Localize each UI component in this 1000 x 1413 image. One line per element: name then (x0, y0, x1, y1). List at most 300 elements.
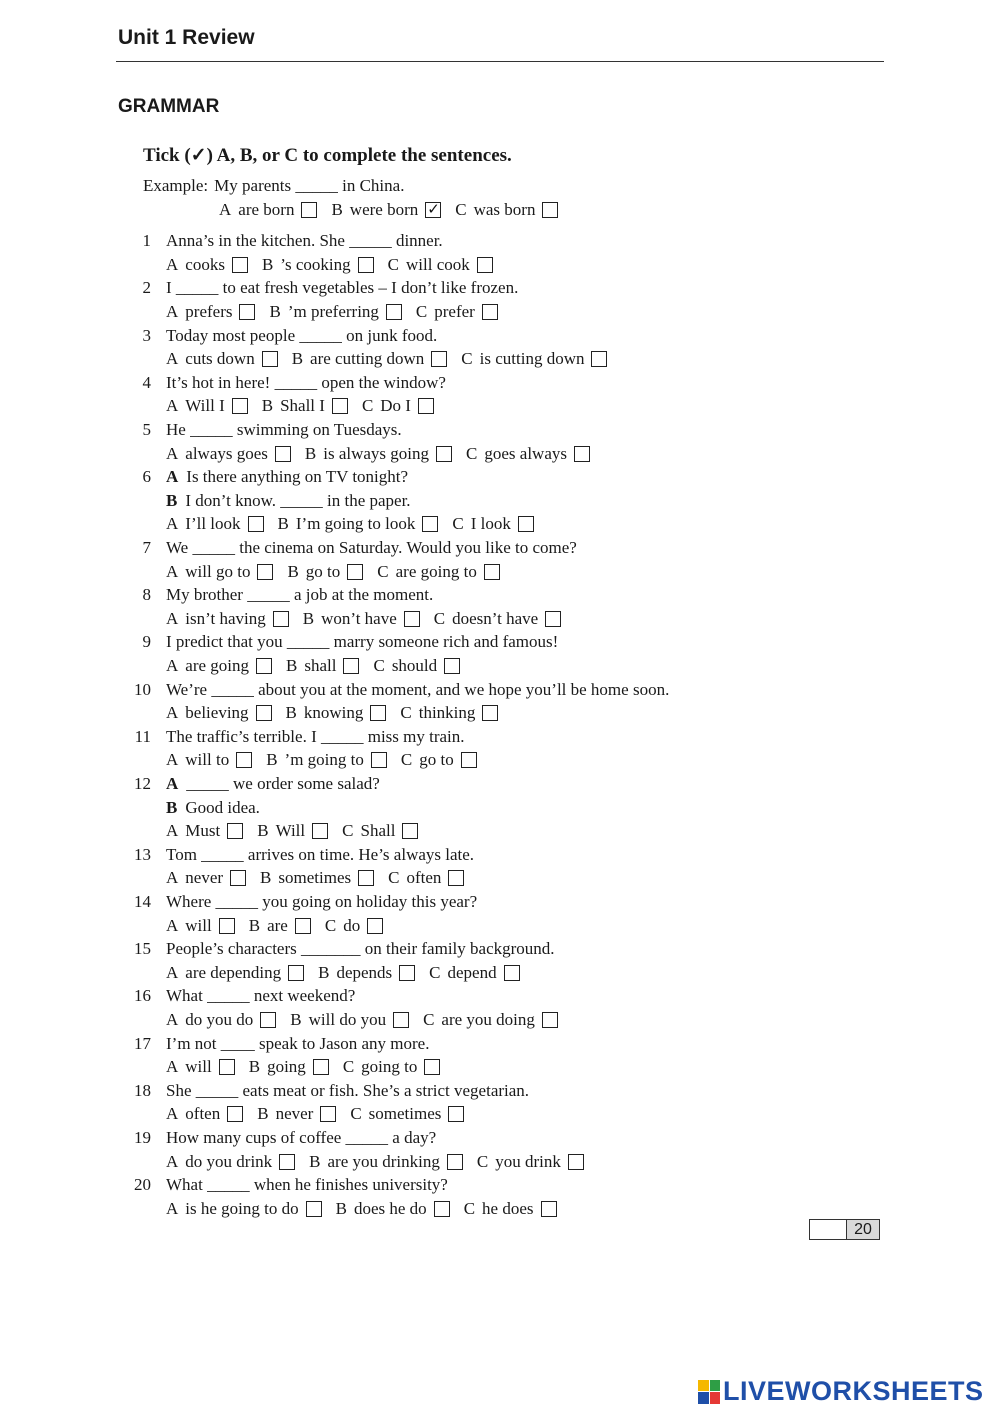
tick-box[interactable] (320, 1106, 336, 1122)
speaker-label: B (166, 797, 178, 817)
option-a[interactable] (166, 444, 291, 464)
option-letter: B (309, 1151, 321, 1171)
question-options (166, 514, 548, 534)
option-c[interactable] (466, 444, 590, 464)
dialogue-line (166, 774, 380, 794)
option-text: I’ll look (185, 514, 241, 534)
option-text: go to (305, 561, 341, 581)
dialogue-line (166, 798, 260, 818)
tick-box[interactable] (219, 1059, 235, 1075)
option-a[interactable] (166, 656, 272, 676)
tick-box[interactable] (574, 446, 590, 462)
option-text: going (267, 1057, 306, 1077)
question-options (166, 255, 507, 275)
question-options (166, 868, 478, 888)
option-a[interactable] (166, 868, 246, 888)
option-text: are going to (395, 561, 477, 581)
option-a[interactable] (166, 609, 289, 629)
option-c[interactable] (325, 916, 383, 936)
option-text: never (275, 1104, 314, 1124)
option-c[interactable] (434, 609, 561, 629)
question-number: 20 (134, 1175, 151, 1195)
option-text: will (185, 1057, 212, 1077)
question-sentence: How many cups of coffee _____ a day? (166, 1128, 437, 1147)
option-b[interactable] (278, 514, 439, 534)
tick-box[interactable] (542, 1012, 558, 1028)
question-number: 7 (142, 538, 151, 557)
dialogue-text: Is there anything on TV tonight? (186, 467, 409, 487)
question-sentence: I _____ to eat fresh vegetables – I don’t like frozen. (166, 278, 519, 298)
option-c[interactable] (342, 821, 418, 841)
option-text: depends (336, 962, 393, 982)
option-text: Will I (185, 396, 225, 416)
question-sentence: Tom _____ arrives on time. He’s always late. (166, 844, 475, 864)
option-text: are born (238, 199, 295, 219)
question-options (166, 562, 514, 582)
dialogue-line (166, 491, 411, 511)
option-letter: A (166, 514, 179, 534)
question-sentence: He _____ swimming on Tuesdays. (166, 420, 402, 439)
tick-box[interactable] (448, 870, 464, 886)
option-text: will to (185, 750, 230, 770)
option-b[interactable] (309, 1152, 463, 1172)
option-text: thinking (418, 703, 476, 723)
option-a[interactable] (166, 1152, 295, 1172)
tick-box[interactable] (402, 823, 418, 839)
tick-box[interactable] (257, 564, 273, 580)
tick-box[interactable] (248, 516, 264, 532)
option-b[interactable] (287, 562, 363, 582)
tick-box[interactable] (227, 823, 243, 839)
question-number: 9 (142, 632, 151, 652)
brand-text: LIVEWORKSHEETS (723, 1376, 984, 1406)
option-c[interactable] (373, 656, 460, 676)
tick-box[interactable] (358, 870, 374, 886)
option-letter: C (342, 821, 354, 841)
tick-box[interactable] (358, 257, 374, 273)
option-a[interactable] (166, 963, 304, 983)
option-letter: A (166, 396, 179, 416)
tick-box[interactable] (568, 1154, 584, 1170)
option-letter: B (260, 868, 272, 888)
option-b[interactable] (292, 349, 448, 369)
option-text: was born (473, 199, 536, 219)
speaker-label: A (166, 774, 179, 793)
option-letter: A (166, 1104, 179, 1124)
tick-box[interactable] (279, 1154, 295, 1170)
option-letter: A (166, 302, 179, 321)
option-text: do you do (185, 1010, 254, 1029)
tick-box[interactable] (227, 1106, 243, 1122)
option-text: do you drink (185, 1151, 273, 1171)
dialogue-text: I don’t know. _____ in the paper. (185, 490, 411, 510)
question-number: 10 (134, 679, 151, 699)
option-b[interactable] (266, 750, 387, 770)
option-letter: B (286, 656, 298, 675)
tick-box[interactable] (301, 202, 317, 218)
option-a[interactable] (166, 916, 235, 936)
tick-box[interactable] (518, 516, 534, 532)
tick-box[interactable] (448, 1106, 464, 1122)
tick-box[interactable] (591, 351, 607, 367)
option-text: are going (185, 656, 250, 675)
score-input[interactable] (810, 1220, 847, 1239)
tick-box[interactable] (275, 446, 291, 462)
question-number: 14 (134, 892, 151, 911)
option-text: go to (419, 750, 454, 770)
option-letter: C (452, 514, 464, 534)
option-text: going to (361, 1057, 418, 1077)
option-text: he does (482, 1198, 534, 1218)
option-text: will do you (308, 1010, 387, 1029)
option-text: I’m going to look (295, 514, 416, 534)
option-b[interactable] (257, 821, 328, 841)
option-text: believing (185, 703, 249, 723)
option-text: won’t have (321, 608, 397, 628)
option-text: is he going to do (185, 1198, 299, 1218)
tick-box[interactable] (404, 611, 420, 627)
tick-box[interactable] (232, 257, 248, 273)
option-letter: A (166, 915, 179, 935)
tick-box[interactable] (371, 752, 387, 768)
option-b[interactable] (269, 302, 401, 322)
tick-box[interactable] (436, 446, 452, 462)
option-text: do (343, 915, 361, 935)
option-letter: C (423, 1010, 435, 1029)
option-text: ’m preferring (287, 302, 379, 321)
option-a[interactable] (166, 1010, 276, 1030)
option-letter: C (377, 561, 389, 581)
option-a[interactable] (166, 396, 248, 416)
option-letter: B (318, 962, 330, 982)
question-number: 18 (134, 1080, 151, 1100)
question-options (166, 1057, 454, 1077)
option-a[interactable] (166, 821, 243, 841)
tick-box[interactable] (542, 202, 558, 218)
option-letter: B (304, 443, 317, 463)
instructions: Tick (✓) A, B, or C to complete the sentences. (143, 145, 512, 166)
option-text: sometimes (278, 868, 352, 888)
option-c[interactable] (423, 1010, 558, 1030)
tick-box[interactable] (219, 918, 235, 934)
question-options (166, 703, 512, 723)
option-letter: B (335, 1198, 347, 1218)
option-text: Shall I (280, 396, 325, 416)
dialogue-line (166, 467, 408, 487)
option-c[interactable] (388, 868, 464, 888)
option-letter: B (290, 1010, 302, 1029)
option-b[interactable] (249, 916, 311, 936)
option-letter: C (415, 302, 428, 321)
question-options (166, 916, 397, 936)
option-text: should (391, 656, 438, 675)
tick-box[interactable] (393, 1012, 409, 1028)
tick-box[interactable] (332, 398, 348, 414)
question-number: 1 (142, 231, 151, 251)
option-letter: B (261, 396, 274, 416)
option-letter: C (388, 868, 400, 888)
option-text: goes always (484, 443, 567, 463)
example-label: Example: (143, 176, 209, 195)
example-sentence (143, 176, 404, 196)
option-b[interactable] (286, 703, 387, 723)
question-number: 16 (134, 986, 151, 1006)
tick-box[interactable] (541, 1201, 557, 1217)
question-options (166, 302, 512, 322)
question-options (166, 1010, 572, 1030)
option-text: Shall (360, 821, 396, 841)
option-a[interactable] (166, 1199, 322, 1219)
option-text: you drink (495, 1151, 561, 1171)
tick-box[interactable] (444, 658, 460, 674)
example-options (219, 200, 572, 220)
option-b[interactable] (249, 1057, 329, 1077)
question-options (166, 1199, 571, 1219)
option-b[interactable] (336, 1199, 450, 1219)
option-letter: A (166, 750, 179, 770)
option-c[interactable] (461, 349, 607, 369)
header-rule (116, 61, 884, 62)
option-text: are (267, 915, 288, 935)
tick-box[interactable] (447, 1154, 463, 1170)
option-b[interactable] (318, 963, 415, 983)
option-c[interactable] (401, 750, 477, 770)
option-letter: A (166, 608, 179, 628)
option-letter: C (463, 1198, 476, 1218)
option-text: is cutting down (479, 349, 585, 369)
option-text: prefers (185, 302, 233, 321)
option-text: Do I (380, 396, 411, 416)
option-text: are you doing (441, 1010, 535, 1029)
option-text: I look (470, 514, 511, 534)
option-text: will (185, 915, 212, 935)
option-text: never (185, 868, 224, 888)
option-text: sometimes (368, 1104, 442, 1124)
option-text: often (185, 1104, 221, 1124)
option-text: cuts down (185, 349, 255, 369)
question-sentence: We’re _____ about you at the moment, and we hope you’ll be home soon. (166, 679, 670, 699)
option-c[interactable] (455, 200, 558, 220)
option-a[interactable] (166, 255, 248, 275)
liveworksheets-logo-icon (698, 1380, 720, 1404)
option-letter: A (166, 254, 179, 274)
option-letter: B (261, 254, 274, 274)
option-b[interactable] (303, 609, 420, 629)
tick-box[interactable] (256, 705, 272, 721)
tick-box[interactable] (288, 965, 304, 981)
option-c[interactable] (343, 1057, 441, 1077)
option-letter: A (166, 1151, 179, 1171)
tick-box[interactable] (273, 611, 289, 627)
option-letter: C (433, 608, 446, 628)
option-text: are depending (185, 962, 282, 982)
question-sentence: What _____ when he finishes university? (166, 1175, 448, 1195)
option-letter: C (400, 703, 412, 723)
option-text: will cook (406, 254, 470, 274)
tick-box[interactable] (425, 202, 441, 218)
option-b[interactable] (262, 255, 374, 275)
question-options (166, 444, 604, 464)
option-letter: B (287, 561, 299, 581)
tick-box[interactable] (434, 1201, 450, 1217)
question-sentence: I’m not ____ speak to Jason any more. (166, 1033, 430, 1053)
option-c[interactable] (416, 302, 498, 322)
option-letter: B (248, 915, 261, 935)
option-letter: B (269, 302, 281, 321)
option-a[interactable] (166, 562, 273, 582)
option-b[interactable] (290, 1010, 409, 1030)
question-options (166, 750, 491, 770)
option-text: always goes (185, 443, 268, 463)
tick-box[interactable] (484, 564, 500, 580)
option-b[interactable] (257, 1104, 336, 1124)
question-number: 8 (142, 585, 151, 605)
option-letter: C (466, 443, 478, 463)
question-number: 5 (142, 420, 151, 439)
option-letter: A (166, 821, 179, 841)
option-text: often (406, 868, 442, 888)
tick-box[interactable] (256, 658, 272, 674)
option-a[interactable] (166, 514, 264, 534)
option-a[interactable] (166, 703, 272, 723)
option-c[interactable] (362, 396, 434, 416)
tick-box[interactable] (461, 752, 477, 768)
question-sentence: We _____ the cinema on Saturday. Would you like to come? (166, 538, 577, 557)
dialogue-text: Good idea. (185, 797, 260, 817)
speaker-label: B (166, 490, 178, 510)
option-c[interactable] (477, 1152, 584, 1172)
dialogue-text: _____ we order some salad? (186, 774, 380, 793)
tick-box[interactable] (422, 516, 438, 532)
tick-box[interactable] (239, 304, 255, 320)
option-letter: A (166, 1010, 179, 1029)
question-options (166, 1104, 478, 1124)
question-options (166, 609, 575, 629)
option-letter: B (277, 514, 289, 534)
question-sentence: What _____ next weekend? (166, 986, 356, 1006)
question-number: 2 (142, 278, 151, 298)
tick-box[interactable] (386, 304, 402, 320)
tick-box[interactable] (343, 658, 359, 674)
option-a[interactable] (219, 200, 317, 220)
option-a[interactable] (166, 1057, 235, 1077)
tick-box[interactable] (545, 611, 561, 627)
option-letter: A (166, 656, 179, 675)
option-text: prefer (434, 302, 475, 321)
option-b[interactable] (260, 868, 374, 888)
question-number: 11 (134, 726, 151, 746)
question-options (166, 963, 534, 983)
option-c[interactable] (400, 703, 498, 723)
tick-box[interactable] (431, 351, 447, 367)
option-a[interactable] (166, 1104, 243, 1124)
option-c[interactable] (388, 255, 493, 275)
question-sentence: Anna’s in the kitchen. She _____ dinner. (166, 231, 443, 251)
option-letter: A (166, 1057, 179, 1077)
question-sentence: I predict that you _____ marry someone rich and famous! (166, 632, 559, 652)
score-total: 20 (847, 1220, 879, 1239)
tick-box[interactable] (295, 918, 311, 934)
option-letter: C (461, 349, 473, 369)
option-a[interactable] (166, 349, 278, 369)
option-c[interactable] (377, 562, 500, 582)
tick-box[interactable] (260, 1012, 276, 1028)
question-sentence: The traffic’s terrible. I _____ miss my train. (166, 726, 465, 746)
option-b[interactable] (331, 200, 441, 220)
option-letter: A (166, 868, 179, 888)
question-sentence: My brother _____ a job at the moment. (166, 585, 434, 605)
option-text: shall (304, 656, 337, 675)
tick-box[interactable] (306, 1201, 322, 1217)
option-text: knowing (303, 703, 364, 723)
option-c[interactable] (452, 514, 533, 534)
option-a[interactable] (166, 750, 252, 770)
question-options (166, 1152, 598, 1172)
option-letter: A (166, 561, 179, 581)
option-text: were born (349, 199, 419, 219)
question-sentence: It’s hot in here! _____ open the window? (166, 372, 446, 392)
option-letter: C (400, 750, 413, 770)
tick-box[interactable] (424, 1059, 440, 1075)
option-c[interactable] (464, 1199, 557, 1219)
option-letter: B (257, 1104, 269, 1124)
question-number: 17 (134, 1033, 151, 1053)
option-a[interactable] (166, 302, 255, 322)
option-text: Will (275, 821, 306, 841)
question-options (166, 349, 621, 369)
option-text: does he do (353, 1198, 427, 1218)
tick-box[interactable] (312, 823, 328, 839)
tick-box[interactable] (418, 398, 434, 414)
page-header: Unit 1 Review (118, 26, 255, 49)
option-letter: C (361, 396, 374, 416)
option-c[interactable] (429, 963, 519, 983)
tick-box[interactable] (262, 351, 278, 367)
tick-box[interactable] (504, 965, 520, 981)
option-text: is always going (323, 443, 430, 463)
tick-box[interactable] (482, 304, 498, 320)
option-c[interactable] (350, 1104, 464, 1124)
tick-box[interactable] (232, 398, 248, 414)
option-text: cooks (185, 254, 225, 274)
tick-box[interactable] (230, 870, 246, 886)
question-options (166, 396, 448, 416)
option-text: isn’t having (185, 608, 266, 628)
tick-box[interactable] (347, 564, 363, 580)
speaker-label: A (166, 467, 179, 487)
tick-box[interactable] (367, 918, 383, 934)
example-text: My parents _____ in China. (214, 176, 405, 195)
option-letter: A (166, 349, 179, 369)
question-number: 19 (134, 1128, 151, 1147)
option-letter: A (166, 1198, 179, 1218)
tick-box[interactable] (236, 752, 252, 768)
tick-box[interactable] (399, 965, 415, 981)
tick-box[interactable] (313, 1059, 329, 1075)
tick-box[interactable] (477, 257, 493, 273)
score-box (809, 1219, 880, 1240)
option-b[interactable] (305, 444, 452, 464)
tick-box[interactable] (482, 705, 498, 721)
option-b[interactable] (286, 656, 359, 676)
option-b[interactable] (262, 396, 348, 416)
question-options (166, 821, 432, 841)
option-letter: C (455, 199, 467, 219)
option-letter: C (350, 1104, 362, 1124)
question-number: 4 (142, 372, 151, 392)
tick-box[interactable] (370, 705, 386, 721)
question-number: 6 (142, 467, 151, 487)
